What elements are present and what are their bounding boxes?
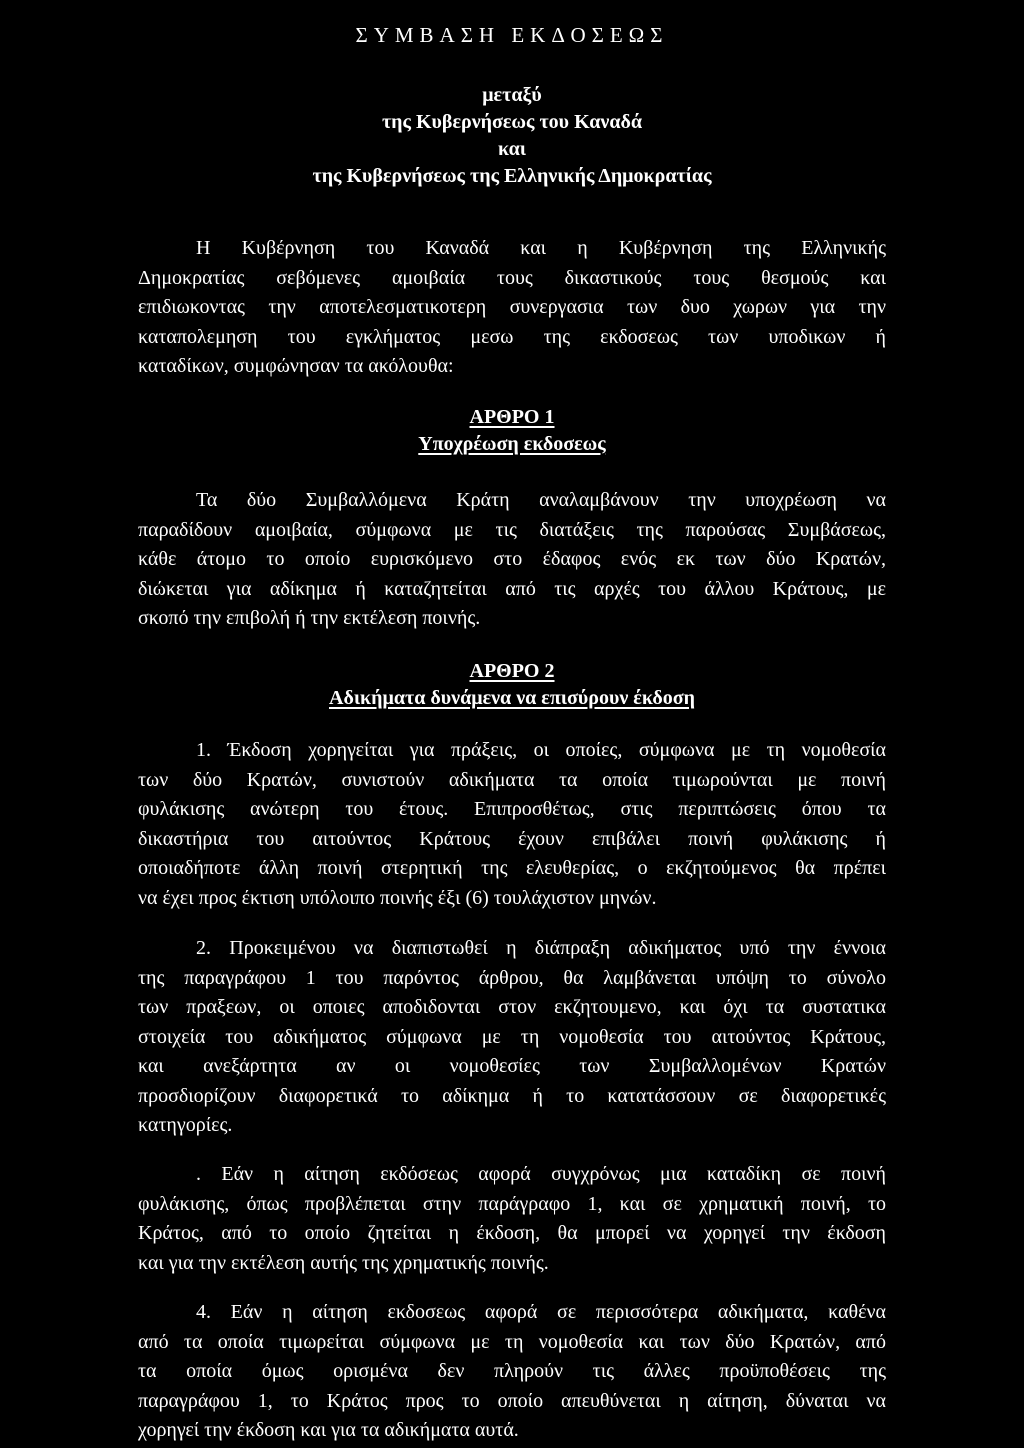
article1-title: Υποχρέωση εκδοσεως	[418, 433, 606, 455]
article2-p2-line: της παραγράφου 1 του παρόντος άρθρου, θα λαμβάνεται υπόψη το σύνολο	[138, 966, 886, 989]
article2-p2-line: και ανεξάρτητα αν οι νομοθεσίες των Συμβαλλομένων Κρατών	[138, 1055, 886, 1077]
article2-p4-line: χορηγεί την έκδοση και για τα αδικήματα αυτά.	[138, 1419, 519, 1441]
article1-paragraph	[138, 486, 886, 634]
article2-number: ΑΡΘΡΟ 2	[469, 660, 555, 682]
preamble-line: Η Κυβέρνηση του Καναδά και η Κυβέρνηση της Ελληνικής	[196, 237, 886, 259]
article2-p1-line: δικαστήρια του αιτούντος Κράτους έχουν επιβάλει ποινή φυλάκισης ή	[138, 827, 886, 850]
article2-paragraph-3	[138, 1160, 886, 1278]
parties-greece: της Κυβερνήσεως της Ελληνικής Δημοκρατίας	[312, 165, 712, 187]
article2-p4-line: από τα οποία τιμωρείται σύμφωνα με τη νομοθεσία και των δύο Κρατών, από	[138, 1330, 886, 1353]
article1-line: παραδίδουν αμοιβαία, σύμφωνα με τις διατάξεις της παρούσας Συμβάσεως,	[138, 518, 886, 541]
parties-between: μεταξύ	[482, 84, 542, 106]
article2-paragraph-2	[138, 934, 886, 1141]
article2-paragraph-1	[138, 736, 886, 913]
article2-p4-line: 4. Εάν η αίτηση εκδοσεως αφορά σε περισσότερα αδικήματα, καθένα	[196, 1301, 886, 1323]
article2-heading	[138, 658, 886, 712]
preamble-line: καταδίκων, συμφώνησαν τα ακόλουθα:	[138, 355, 454, 377]
article2-p1-line: οποιαδήποτε άλλη ποινή στερητική της ελευθερίας, ο εκζητούμενος θα πρέπει	[138, 857, 886, 879]
preamble-line: Δημοκρατίας σεβόμενες αμοιβαία τους δικαστικούς τους θεσμούς και	[138, 266, 886, 289]
article2-p1-line: των δύο Κρατών, συνιστούν αδικήματα τα οποία τιμωρούνται με ποινή	[138, 768, 886, 791]
article2-paragraph-4	[138, 1298, 886, 1446]
article2-p3-line: . Εάν η αίτηση εκδόσεως αφορά συγχρόνως μια καταδίκη σε ποινή	[196, 1163, 886, 1185]
parties-block	[138, 82, 886, 190]
preamble-paragraph	[138, 234, 886, 382]
document-title: ΣΥΜΒΑΣΗ ΕΚΔΟΣΕΩΣ	[355, 23, 669, 47]
article1-number: ΑΡΘΡΟ 1	[469, 406, 555, 428]
article2-title: Αδικήματα δυνάμενα να επισύρουν έκδοση	[329, 687, 695, 709]
parties-and: και	[498, 138, 526, 160]
article1-line: κάθε άτομο το οποίο ευρισκόμενο στο έδαφος ενός εκ των δύο Κρατών,	[138, 548, 886, 570]
article1-line: Τα δύο Συμβαλλόμενα Κράτη αναλαμβάνουν την υποχρέωση να	[196, 489, 886, 511]
parties-canada: της Κυβερνήσεως του Καναδά	[381, 111, 643, 133]
article1-line: διώκεται για αδίκημα ή καταζητείται από τις αρχές του άλλου Κράτους, με	[138, 577, 886, 600]
article2-p3-line: και για την εκτέλεση αυτής της χρηματικής ποινής.	[138, 1251, 549, 1274]
preamble-line: καταπολεμηση του εγκλήματος μεσω της εκδοσεως των υποδικων ή	[138, 325, 886, 348]
article2-p2-line: στοιχεία του αδικήματος σύμφωνα με τη νομοθεσία του αιτούντος Κράτους,	[138, 1025, 886, 1048]
article1-line: σκοπό την επιβολή ή την εκτέλεση ποινής.	[138, 607, 481, 629]
article2-p2-line: 2. Προκειμένου να διαπιστωθεί η διάπραξη αδικήματος υπό την έννοια	[196, 937, 886, 959]
article2-p2-line: προσδιορίζουν διαφορετικά το αδίκημα ή το κατατάσσουν σε διαφορετικές	[138, 1084, 886, 1107]
article2-p1-line: 1. Έκδοση χορηγείται για πράξεις, οι οποίες, σύμφωνα με τη νομοθεσία	[196, 739, 886, 761]
article2-p3-line: φυλάκισης, όπως προβλέπεται στην παράγραφο 1, και σε χρηματική ποινή, το	[138, 1192, 886, 1215]
preamble-line: επιδιωκοντας την αποτελεσματικοτερη συνεργασια των δυο χωρων για την	[138, 296, 886, 318]
article2-p2-line: των πραξεων, οι οποιες αποδιδονται στον εκζητουμενο, και όχι τα συστατικα	[138, 996, 886, 1018]
article2-p4-line: τα οποία όμως ορισμένα δεν πληρούν τις άλλες προϋποθέσεις της	[138, 1360, 886, 1382]
article2-p3-line: Κράτος, από το οποίο ζητείται η έκδοση, θα μπορεί να χορηγεί την έκδοση	[138, 1222, 886, 1244]
article1-heading	[138, 404, 886, 458]
article2-p1-line: φυλάκισης ανώτερη του έτους. Επιπροσθέτως, στις περιπτώσεις όπου τα	[138, 798, 886, 820]
article2-p4-line: παραγράφου 1, το Κράτος προς το οποίο απευθύνεται η αίτηση, δύναται να	[138, 1389, 886, 1412]
article2-p1-line: να έχει προς έκτιση υπόλοιπο ποινής έξι (6) τουλάχιστον μηνών.	[138, 886, 657, 909]
article2-p2-line: κατηγορίες.	[138, 1114, 233, 1136]
